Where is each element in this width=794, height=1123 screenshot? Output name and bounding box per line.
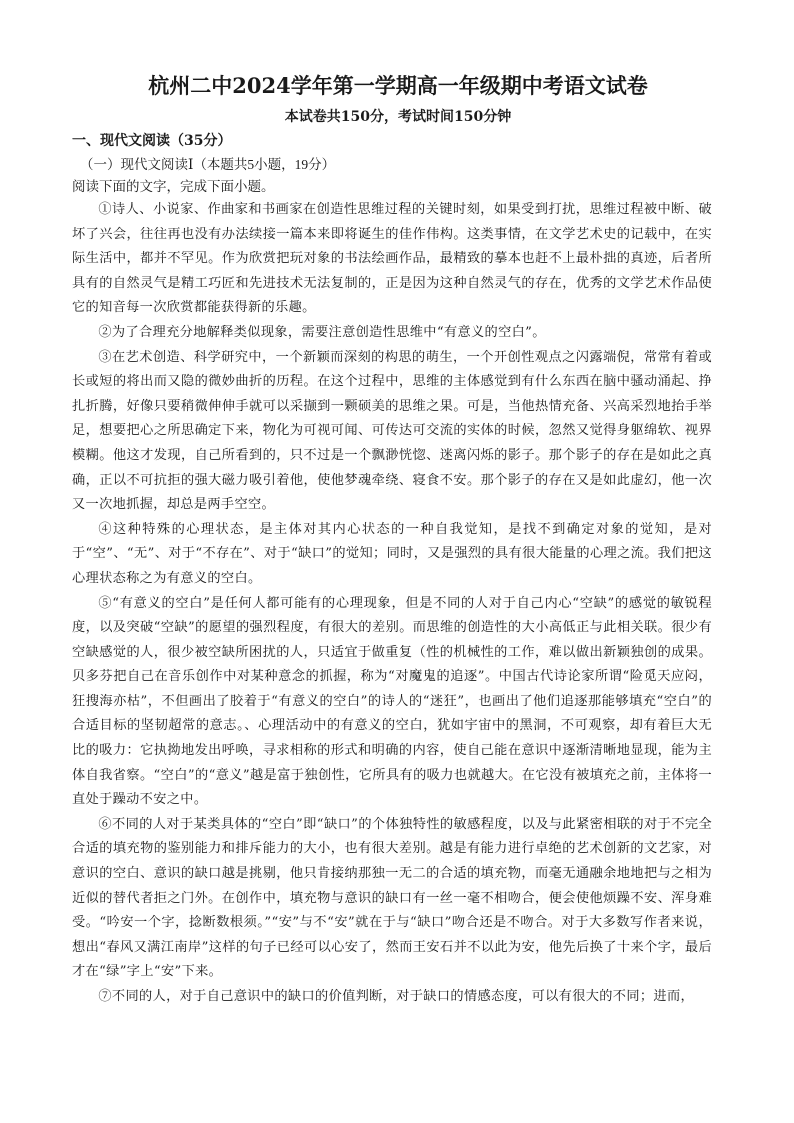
section-heading: 一、现代文阅读（35分） <box>72 133 232 149</box>
paragraph-4: ④这种特殊的心理状态，是主体对其内心状态的一种自我觉知，是找不到确定对象的觉知，是对于“空”、“无”、对于“不存在”、对于“缺口”的觉知；同时，又是强烈的具有很大能量的心理之流。我们把这心理状态称之为有意义的空白。 <box>72 521 712 586</box>
exam-title: 杭州二中2024学年第一学期高一年级期中考语文试卷 <box>148 73 648 98</box>
reading-instruction: 阅读下面的文字，完成下面小题。 <box>72 179 275 194</box>
exam-subtitle: 本试卷共150分，考试时间150分钟 <box>284 109 512 125</box>
sub-section-heading: （一）现代文阅读Ⅰ（本题共5小题，19分） <box>80 157 336 172</box>
paragraph-2: ②为了合理充分地解释类似现象，需要注意创造性思维中“有意义的空白”。 <box>98 324 546 340</box>
paragraph-6: ⑥不同的人对于某类具体的“空白”即“缺口”的个体独特性的敏感程度，以及与此紧密相联的对于不完全合适的填充物的鉴别能力和排斥能力的大小，也有很大差别。越是有能力进行卓绝的艺术创新的文艺家，对意识的空白、意识的缺口越是挑剔，他只肯接纳那独一无二的合适的填充物，而毫无通融余地地把与之相为近似的替代者拒之门外。在创作中，填充物与意识的缺口有一丝一毫不相吻合，便会使他烦躁不安、浑身难受。“吟安一个字，捻断数根须。”“安”与不“安”就在于与“缺口”吻合还是不吻合。对于大多数写作者来说，想出“春风又满江南岸”这样的句子已经可以心安了，然而王安石并不以此为安，他先后换了十来个字，最后才在“绿”字上“安”下来。 <box>72 816 712 980</box>
paragraph-1: ①诗人、小说家、作曲家和书画家在创造性思维过程的关键时刻，如果受到打扰，思维过程被中断、破坏了兴会，往往再也没有办法续接一篇本来即将诞生的佳作伟构。这类事情，在文学艺术史的记载中，在实际生活中，都并不罕见。作为欣赏把玩对象的书法绘画作品，最精致的摹本也赶不上最朴拙的真迹，后者所具有的自然灵气是精工巧匠和先进技术无法复制的，正是因为这种自然灵气的存在，优秀的文学艺术作品使它的知音每一次欣赏都能获得新的乐趣。 <box>72 202 712 316</box>
paragraph-7: ⑦不同的人，对于自己意识中的缺口的价值判断，对于缺口的情感态度，可以有很大的不同；进而， <box>98 989 695 1004</box>
paragraph-5: ⑤“有意义的空白”是任何人都可能有的心理现象，但是不同的人对于自己内心“空缺”的感觉的敏锐程度，以及突破“空缺”的愿望的强烈程度，有很大的差别。而思维的创造性的大小高低正与此相关联。很少有空缺感觉的人，很少被空缺所困扰的人，只适宜于做重复（性的机械性的工作，难以做出新颖独创的成果。贝多芬把自己在音乐创作中对某种意念的抓握，称为“对魔鬼的追逐”。中国古代诗论家所谓“险觅天应闷，狂搜海亦枯”，不但画出了胶着于“有意义的空白”的诗人的“迷狂”，也画出了他们追逐那能够填充“空白”的合适目标的坚韧超常的意志。、心理活动中的有意义的空白，犹如宇宙中的黑洞，不可观察，却有着巨大无比的吸力：它执拗地发出呼唤，寻求相称的形式和明确的内容，使自己能在意识中逐渐清晰地显现，能为主体自我省察。“空白”的“意义”越是富于独创性，它所具有的吸力也就越大。在它没有被填充之前，主体将一直处于躁动不安之中。 <box>72 595 712 808</box>
paragraph-3: ③在艺术创造、科学研究中，一个新颖而深刻的构思的萌生，一个开创性观点之闪露端倪，常常有着或长或短的将出而又隐的微妙曲折的历程。在这个过程中，思维的主体感觉到有什么东西在脑中骚动涌起、挣扎折腾，好像只要稍微伸伸手就可以采撷到一颗硕美的思维之果。可是，当他热情充备、兴高采烈地抬手举足，想要把心之所思确定下来，物化为可视可闻、可传达可交流的实体的时候，忽然又觉得身躯绵软、视界模糊。他这才发现，自己所看到的，只不过是一个飘渺恍惚、迷离闪烁的影子。那个影子的存在是如此之真确，正以不可抗拒的强大磁力吸引着他，使他梦魂牵绕、寝食不安。那个影子的存在又是如此虚幻，他一次又一次地抓握，却总是两手空空。 <box>72 349 712 513</box>
